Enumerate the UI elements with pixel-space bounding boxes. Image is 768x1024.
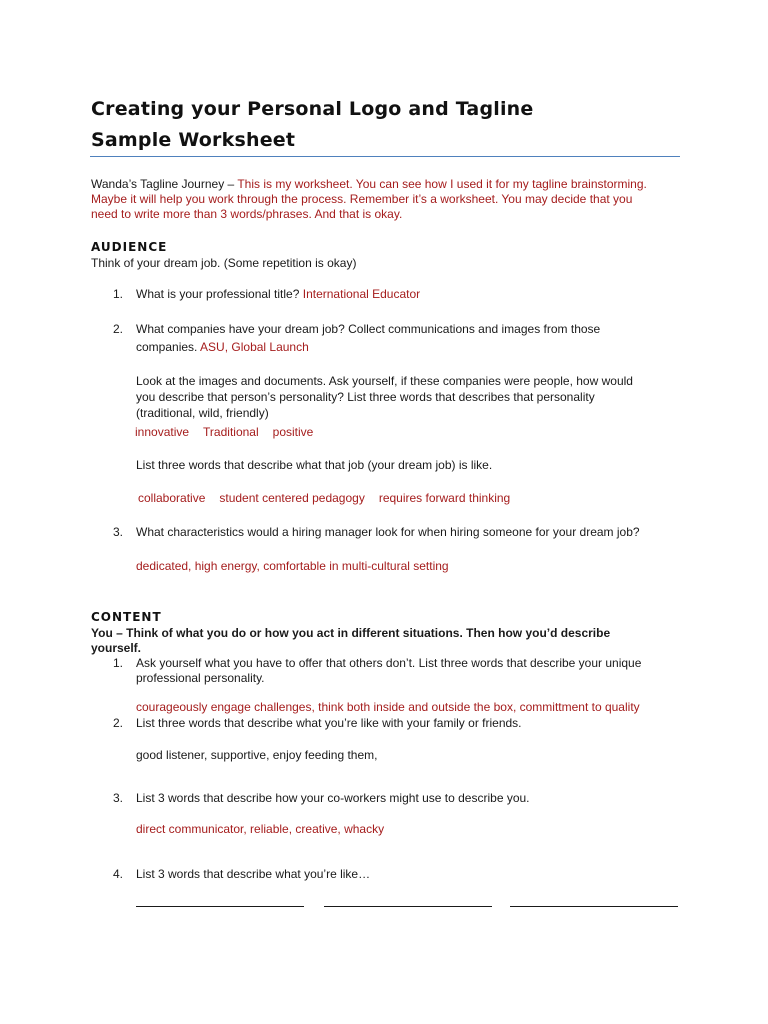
content-item-1-question-line-2: professional personality. xyxy=(136,671,265,685)
content-subtitle xyxy=(91,626,691,656)
followup-line-3: (traditional, wild, friendly) xyxy=(136,406,269,420)
content-item-2-question: List three words that describe what you’re like with your family or friends. xyxy=(136,716,522,730)
job-words xyxy=(138,491,510,506)
audience-item-1 xyxy=(136,287,420,302)
audience-item-2-followup xyxy=(136,374,696,421)
audience-heading: AUDIENCE xyxy=(91,240,168,254)
answer-blank-2 xyxy=(324,906,492,907)
content-item-3-number: 3. xyxy=(113,791,124,805)
content-heading: CONTENT xyxy=(91,610,162,624)
followup-line-1: Look at the images and documents. Ask yourself, if these companies were people, how would xyxy=(136,374,633,388)
audience-item-3-answer: dedicated, high energy, comfortable in multi-cultural setting xyxy=(136,559,449,573)
content-item-1-number: 1. xyxy=(113,656,124,670)
intro-lead: Wanda’s Tagline Journey – xyxy=(91,177,238,191)
audience-item-2-answer: ASU, Global Launch xyxy=(200,340,309,354)
audience-item-2-question-line-1: What companies have your dream job? Collect communications and images from those xyxy=(136,322,601,336)
content-item-3-question: List 3 words that describe how your co-workers might use to describe you. xyxy=(136,791,530,805)
content-item-1-answer: courageously engage challenges, think both inside and outside the box, committment to quality xyxy=(136,700,640,714)
followup-line-2: you describe that person’s personality? List three words that describes that personality xyxy=(136,390,595,404)
page-title xyxy=(91,94,534,156)
answer-blank-1 xyxy=(136,906,304,907)
job-word-1: collaborative xyxy=(138,491,206,505)
job-word-3: requires forward thinking xyxy=(378,491,511,505)
intro-red-line-2: Maybe it will help you work through the process. Remember it’s a worksheet. You may decide that you xyxy=(91,192,633,206)
audience-item-3-number: 3. xyxy=(113,525,124,539)
personality-words xyxy=(135,425,313,440)
audience-item-1-question: What is your professional title? xyxy=(136,287,303,301)
intro-red-line-3: need to write more than 3 words/phrases. And that is okay. xyxy=(91,207,403,221)
title-divider xyxy=(90,156,680,157)
audience-item-2-number: 2. xyxy=(113,322,124,336)
content-subtitle-line-2: yourself. xyxy=(91,641,142,655)
audience-item-1-answer: International Educator xyxy=(302,287,421,301)
title-line-2: Sample Worksheet xyxy=(91,129,296,151)
content-item-3-answer: direct communicator, reliable, creative, whacky xyxy=(136,822,385,836)
content-item-4-question: List 3 words that describe what you’re like… xyxy=(136,867,371,881)
intro-paragraph xyxy=(91,177,691,222)
content-item-2-answer: good listener, supportive, enjoy feeding them, xyxy=(136,748,378,762)
content-item-4-number: 4. xyxy=(113,867,124,881)
content-item-2-number: 2. xyxy=(113,716,124,730)
personality-word-3: positive xyxy=(272,425,314,439)
content-item-1-question xyxy=(136,656,696,686)
audience-item-2-followup-2: List three words that describe what that job (your dream job) is like. xyxy=(136,458,493,472)
personality-word-1: innovative xyxy=(135,425,190,439)
audience-subtitle: Think of your dream job. (Some repetition is okay) xyxy=(91,256,357,270)
audience-item-1-number: 1. xyxy=(113,287,124,301)
content-subtitle-line-1: You – Think of what you do or how you act in different situations. Then how you’d describe xyxy=(91,626,611,640)
answer-blank-3 xyxy=(510,906,678,907)
title-line-1: Creating your Personal Logo and Tagline xyxy=(91,98,534,120)
audience-item-2-question-line-2: companies. xyxy=(136,340,201,354)
personality-word-2: Traditional xyxy=(203,425,259,439)
audience-item-2 xyxy=(136,322,696,355)
content-item-1-question-line-1: Ask yourself what you have to offer that others don’t. List three words that describe your unique xyxy=(136,656,642,670)
job-word-2: student centered pedagogy xyxy=(219,491,365,505)
intro-red-line-1: This is my worksheet. You can see how I used it for my tagline brainstorming. xyxy=(237,177,647,191)
audience-item-3-question: What characteristics would a hiring manager look for when hiring someone for your dream job? xyxy=(136,525,640,539)
